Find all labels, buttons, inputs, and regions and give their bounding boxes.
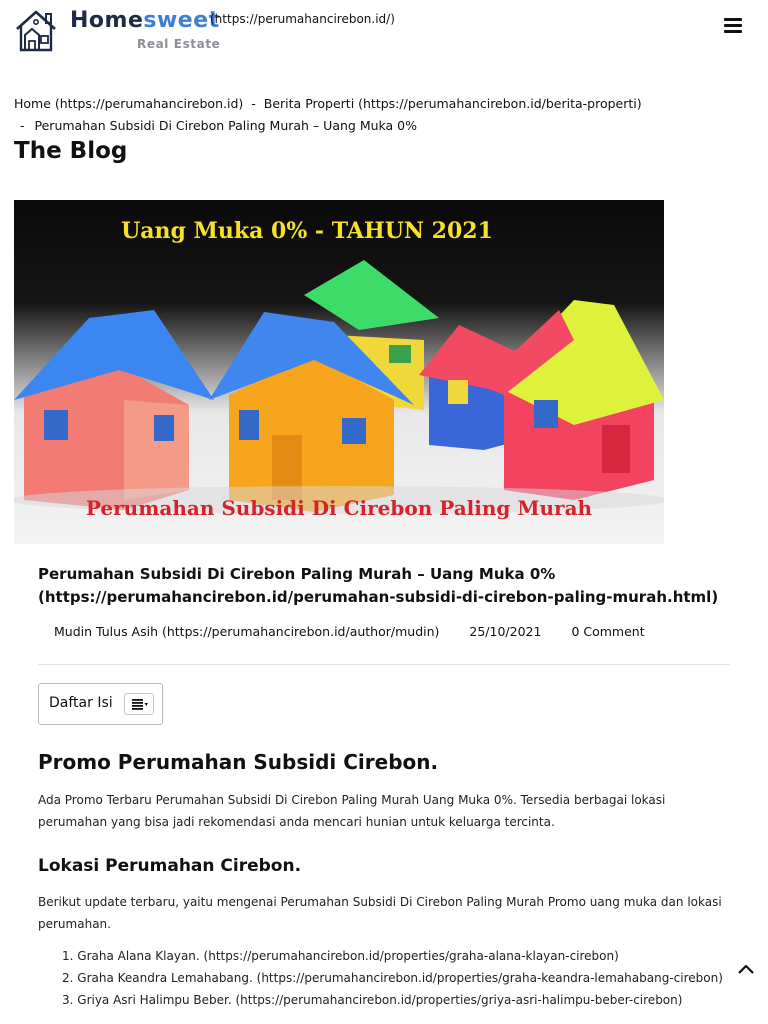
breadcrumb-separator: - [251, 96, 256, 111]
page-title: The Blog [14, 138, 128, 164]
chevron-up-icon[interactable] [736, 961, 756, 977]
featured-image[interactable] [14, 200, 664, 544]
hero-top-text: Uang Muka 0% - TAHUN 2021 [121, 218, 493, 244]
toc-label: Daftar Isi [49, 695, 113, 711]
table-of-contents-box[interactable] [38, 683, 163, 725]
section-heading-promo: Promo Perumahan Subsidi Cirebon. [38, 750, 439, 774]
breadcrumb [14, 93, 754, 137]
article-date: 25/10/2021 [469, 624, 542, 639]
location-link-2[interactable]: 2. Graha Keandra Lemahabang. (https://perumahancirebon.id/properties/graha-keandra-lemahabang-cirebon) [62, 971, 723, 985]
location-link-1[interactable]: 1. Graha Alana Klayan. (https://perumahancirebon.id/properties/graha-alana-klayan-cirebon) [62, 949, 619, 963]
article-title-link[interactable]: Perumahan Subsidi Di Cirebon Paling Murah – Uang Muka 0% (https://perumahancirebon.id/perumahan-subsidi-di-cirebon-paling-murah.html) [38, 565, 719, 606]
paper-houses-illustration [14, 200, 664, 544]
article-meta [54, 624, 675, 639]
breadcrumb-separator: - [20, 118, 25, 133]
list-item[interactable] [62, 967, 742, 989]
article-author-link[interactable]: Mudin Tulus Asih (https://perumahancirebon.id/author/mudin) [54, 624, 440, 639]
location-list [62, 945, 742, 1011]
house-logo-icon[interactable] [13, 7, 59, 53]
hero-bottom-text: Perumahan Subsidi Di Cirebon Paling Murah [85, 496, 593, 520]
brand-sweet: sweet [143, 8, 220, 33]
site-header [0, 0, 768, 60]
brand-tagline: Real Estate [137, 37, 221, 51]
section-paragraph-promo: Ada Promo Terbaru Perumahan Subsidi Di Cirebon Paling Murah Uang Muka 0%. Tersedia berbagai lokasi perumahan yang bisa jadi rekomendasi anda mencari hunian untuk keluarga tercinta. [38, 793, 666, 829]
list-item[interactable] [62, 989, 742, 1011]
article-comments-link[interactable]: 0 Comment [571, 624, 645, 639]
section-paragraph-lokasi: Berikut update terbaru, yaitu mengenai Perumahan Subsidi Di Cirebon Paling Murah Promo uang muka dan lokasi perumahan. [38, 895, 722, 931]
brand-home: Home [70, 8, 144, 33]
breadcrumb-home[interactable]: Home (https://perumahancirebon.id) [14, 96, 244, 111]
breadcrumb-category[interactable]: Berita Properti (https://perumahancirebon.id/berita-properti) [263, 96, 642, 111]
location-link-3[interactable]: 3. Griya Asri Halimpu Beber. (https://perumahancirebon.id/properties/griya-asri-halimpu-beber-cirebon) [62, 993, 683, 1007]
list-item[interactable] [62, 945, 742, 967]
list-toggle-icon [132, 699, 148, 710]
breadcrumb-current: Perumahan Subsidi Di Cirebon Paling Murah – Uang Muka 0% [34, 118, 418, 133]
toc-toggle-button[interactable] [124, 693, 154, 715]
section-heading-lokasi: Lokasi Perumahan Cirebon. [38, 856, 302, 876]
divider [38, 664, 730, 665]
brand-link[interactable]: (https://perumahancirebon.id/) [210, 12, 395, 26]
brand-name[interactable] [70, 8, 220, 33]
hamburger-menu-icon[interactable] [724, 18, 742, 36]
